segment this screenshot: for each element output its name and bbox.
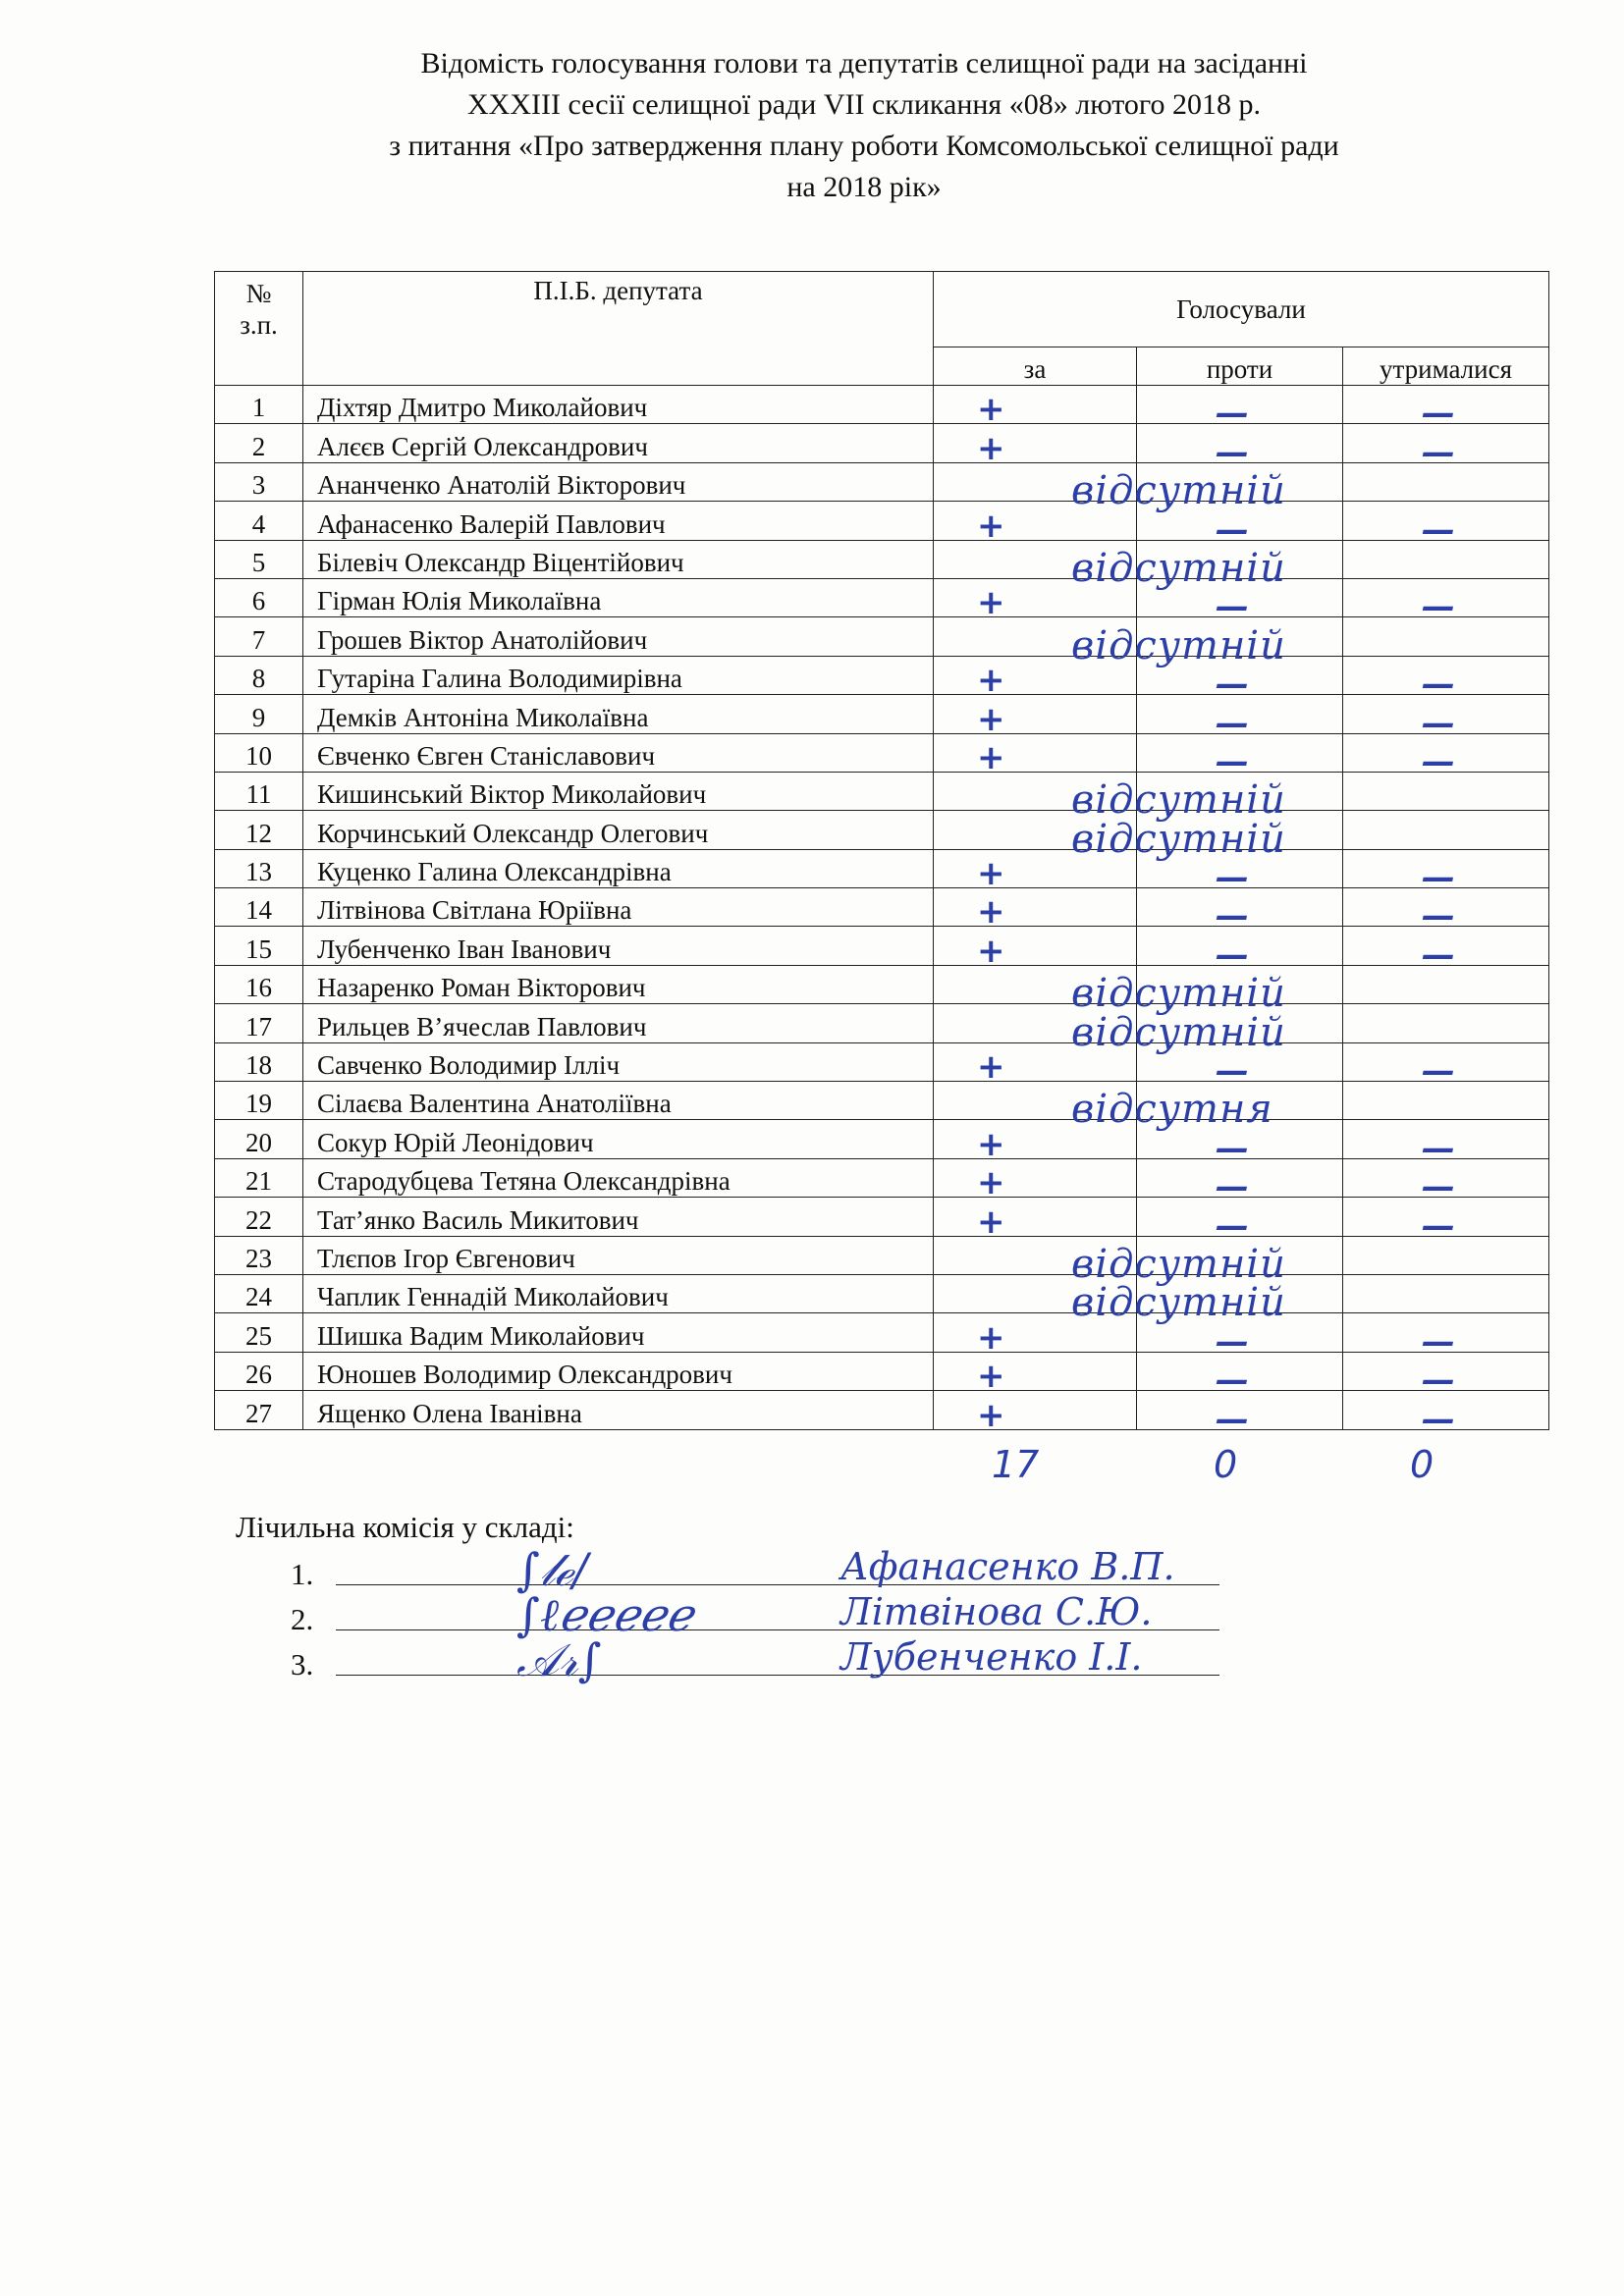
vote-dash-mark: — (1216, 587, 1249, 627)
vote-dash-mark: — (1216, 703, 1249, 743)
vote-plus-mark: + (977, 1047, 1005, 1088)
row-number: 2 (215, 424, 303, 462)
vote-for-cell (934, 462, 1286, 514)
vote-for-cell (934, 1236, 1286, 1287)
vote-for-cell (934, 1352, 1137, 1397)
vote-plus-mark: + (977, 1163, 1005, 1203)
vote-abstained-cell (1343, 578, 1549, 627)
absent-mark: відсутній (1071, 1009, 1286, 1055)
absent-mark: відсутній (1071, 1241, 1286, 1287)
vote-abstained-cell (1343, 540, 1549, 578)
header-name: П.І.Б. депутата (303, 272, 934, 386)
vote-dash-mark: — (1216, 741, 1249, 781)
vote-against-cell (1137, 1352, 1343, 1401)
vote-plus-mark: + (977, 737, 1005, 777)
commission-member (291, 1633, 1143, 1690)
table-row (215, 1042, 1549, 1081)
commission-label: Лічильна комісія у складі: (236, 1510, 574, 1544)
vote-abstained-cell (1343, 617, 1549, 656)
header-against: проти (1137, 347, 1343, 386)
vote-abstained-cell (1343, 888, 1549, 936)
deputy-name: Лубенченко Іван Іванович (303, 927, 934, 965)
vote-dash-mark: — (1422, 1321, 1455, 1362)
table-row (215, 578, 1549, 616)
deputy-name: Грошев Віктор Анатолійович (303, 617, 934, 656)
table-row (215, 1236, 1549, 1274)
vote-for-cell (934, 965, 1286, 1017)
deputy-name: Демків Антоніна Миколаївна (303, 695, 934, 733)
row-number: 5 (215, 540, 303, 578)
vote-dash-mark: — (1422, 858, 1455, 898)
deputy-name: Кишинський Віктор Миколайович (303, 772, 934, 810)
vote-dash-mark: — (1216, 1361, 1249, 1401)
member-name: Афанасенко В.П. (840, 1545, 1175, 1588)
vote-dash-mark: — (1422, 1361, 1455, 1401)
absent-mark: відсутній (1071, 545, 1286, 591)
vote-against-cell (1137, 888, 1343, 936)
table-row (215, 888, 1549, 927)
vote-dash-mark: — (1216, 394, 1249, 434)
vote-plus-mark: + (977, 931, 1005, 971)
deputy-name: Діхтяр Дмитро Миколайович (303, 386, 934, 424)
signature-mark: ∫𝓁ℯ∕ (516, 1543, 588, 1596)
vote-abstained-cell (1343, 811, 1549, 849)
vote-for-cell (934, 1158, 1137, 1203)
vote-against-cell (1137, 386, 1343, 434)
vote-for-cell (934, 617, 1286, 668)
vote-against-cell (1137, 1198, 1343, 1246)
deputy-name: Корчинський Олександр Олегович (303, 811, 934, 849)
commission-member (291, 1543, 1175, 1600)
table-row (215, 502, 1549, 540)
vote-plus-mark: + (977, 699, 1005, 739)
row-number: 23 (215, 1236, 303, 1274)
vote-against-cell (1137, 695, 1343, 743)
row-number: 26 (215, 1352, 303, 1390)
deputy-name: Савченко Володимир Ілліч (303, 1042, 934, 1081)
vote-plus-mark: + (977, 506, 1005, 546)
table-row (215, 540, 1549, 578)
vote-against-cell (1137, 1391, 1343, 1439)
row-number: 25 (215, 1313, 303, 1352)
vote-dash-mark: — (1216, 1167, 1249, 1207)
vote-against-cell (1137, 733, 1343, 781)
vote-against-cell (1137, 424, 1343, 472)
deputy-name: Афанасенко Валерій Павлович (303, 502, 934, 540)
table-row (215, 462, 1549, 501)
table-row (215, 617, 1549, 656)
row-number: 7 (215, 617, 303, 656)
deputy-name: Ананченко Анатолій Вікторович (303, 462, 934, 501)
table-row (215, 927, 1549, 965)
row-number: 12 (215, 811, 303, 849)
absent-mark: відсутній (1071, 971, 1286, 1017)
deputy-name: Гірман Юлія Миколаївна (303, 578, 934, 616)
vote-abstained-cell (1343, 502, 1549, 550)
absent-mark: відсутній (1071, 468, 1286, 514)
vote-dash-mark: — (1422, 587, 1455, 627)
deputy-name: Гутаріна Галина Володимирівна (303, 656, 934, 694)
vote-abstained-cell (1343, 733, 1549, 781)
vote-for-cell (934, 927, 1137, 971)
member-number: 3. (291, 1647, 314, 1682)
deputy-name: Тат’янко Василь Микитович (303, 1198, 934, 1236)
title-line-2: XXXIII сесії селищної ради VII скликання «08» лютого 2018 р. (466, 88, 1261, 121)
header-voted: Голосували (934, 272, 1549, 347)
table-row (215, 424, 1549, 462)
vote-plus-mark: + (977, 854, 1005, 894)
vote-for-cell (934, 811, 1286, 862)
deputy-name: Сокур Юрій Леонідович (303, 1120, 934, 1158)
absent-mark: відсутній (1071, 816, 1286, 862)
vote-dash-mark: — (1216, 432, 1249, 472)
vote-abstained-cell (1343, 1158, 1549, 1207)
header-number: № з.п. (215, 272, 303, 386)
deputy-name: Ященко Олена Іванівна (303, 1391, 934, 1429)
deputy-name: Шишка Вадим Миколайович (303, 1313, 934, 1352)
row-number: 21 (215, 1158, 303, 1197)
row-number: 13 (215, 849, 303, 887)
table-body (215, 386, 1549, 1439)
member-number: 1. (291, 1557, 314, 1591)
vote-abstained-cell (1343, 1082, 1549, 1120)
deputy-name: Юношев Володимир Олександрович (303, 1352, 934, 1390)
vote-abstained-cell (1343, 849, 1549, 898)
vote-dash-mark: — (1422, 394, 1455, 434)
absent-mark: відсутній (1071, 622, 1286, 668)
title-line-4: на 2018 рік» (786, 171, 942, 203)
table-row (215, 772, 1549, 810)
deputy-name: Білевіч Олександр Віцентійович (303, 540, 934, 578)
row-number: 3 (215, 462, 303, 501)
vote-dash-mark: — (1216, 1205, 1249, 1246)
row-number: 6 (215, 578, 303, 616)
deputy-name: Євченко Євген Станіславович (303, 733, 934, 772)
deputy-name: Рильцев В’ячеслав Павлович (303, 1004, 934, 1042)
vote-for-cell (934, 1391, 1137, 1435)
vote-dash-mark: — (1216, 1051, 1249, 1092)
vote-dash-mark: — (1422, 1399, 1455, 1439)
commission-member (291, 1588, 1153, 1645)
row-number: 24 (215, 1274, 303, 1312)
table-row (215, 1313, 1549, 1352)
vote-dash-mark: — (1216, 934, 1249, 975)
vote-abstained-cell (1343, 1004, 1549, 1042)
vote-abstained-cell (1343, 1198, 1549, 1246)
vote-abstained-cell (1343, 927, 1549, 975)
vote-plus-mark: + (977, 892, 1005, 933)
vote-dash-mark: — (1422, 1205, 1455, 1246)
vote-for-cell (934, 386, 1137, 430)
vote-for-cell (934, 1082, 1273, 1133)
absent-mark: відсутня (1071, 1087, 1273, 1133)
vote-for-cell (934, 1004, 1286, 1055)
vote-dash-mark: — (1422, 509, 1455, 550)
row-number: 14 (215, 888, 303, 927)
row-number: 19 (215, 1082, 303, 1120)
vote-abstained-cell (1343, 1120, 1549, 1168)
row-number: 9 (215, 695, 303, 733)
vote-plus-mark: + (977, 390, 1005, 430)
vote-plus-mark: + (977, 1317, 1005, 1358)
member-name: Лубенченко І.І. (840, 1635, 1143, 1679)
vote-against-cell (1137, 927, 1343, 975)
row-number: 15 (215, 927, 303, 965)
vote-for-cell (934, 1274, 1286, 1326)
vote-dash-mark: — (1422, 1128, 1455, 1168)
vote-plus-mark: + (977, 428, 1005, 468)
table-row (215, 1352, 1549, 1390)
title-line-3: з питання «Про затвердження плану роботи Комсомольської селищної ради (389, 130, 1339, 162)
table-row (215, 1158, 1549, 1197)
vote-abstained-cell (1343, 965, 1549, 1003)
deputy-name: Назаренко Роман Вікторович (303, 965, 934, 1003)
deputy-name: Стародубцева Тетяна Олександрівна (303, 1158, 934, 1197)
vote-dash-mark: — (1216, 1399, 1249, 1439)
member-number: 2. (291, 1602, 314, 1636)
table-row (215, 733, 1549, 772)
vote-dash-mark: — (1216, 1128, 1249, 1168)
vote-for-cell (934, 540, 1286, 591)
vote-abstained-cell (1343, 1313, 1549, 1362)
vote-dash-mark: — (1216, 1321, 1249, 1362)
table-row (215, 695, 1549, 733)
title-line-1: Відомість голосування голови та депутатів селищної ради на засіданні (420, 47, 1308, 80)
total-for: 17 (992, 1443, 1040, 1486)
vote-plus-mark: + (977, 661, 1005, 701)
vote-plus-mark: + (977, 1124, 1005, 1164)
row-number: 27 (215, 1391, 303, 1429)
vote-dash-mark: — (1422, 703, 1455, 743)
row-number: 16 (215, 965, 303, 1003)
row-number: 1 (215, 386, 303, 424)
vote-plus-mark: + (977, 1357, 1005, 1397)
vote-abstained-cell (1343, 1042, 1549, 1092)
vote-dash-mark: — (1216, 896, 1249, 936)
vote-for-cell (934, 1198, 1137, 1242)
table-row (215, 965, 1549, 1003)
vote-for-cell (934, 695, 1137, 739)
row-number: 10 (215, 733, 303, 772)
table-row (215, 1391, 1549, 1429)
vote-dash-mark: — (1422, 741, 1455, 781)
vote-dash-mark: — (1422, 665, 1455, 705)
row-number: 8 (215, 656, 303, 694)
vote-dash-mark: — (1422, 934, 1455, 975)
signature-mark: 𝒜𝓇∫ (516, 1633, 602, 1686)
vote-dash-mark: — (1216, 858, 1249, 898)
vote-dash-mark: — (1422, 432, 1455, 472)
vote-abstained-cell (1343, 1352, 1549, 1401)
table-row (215, 656, 1549, 694)
table-row (215, 1274, 1549, 1312)
vote-dash-mark: — (1216, 665, 1249, 705)
vote-dash-mark: — (1422, 1051, 1455, 1092)
vote-dash-mark: — (1422, 1167, 1455, 1207)
vote-abstained-cell (1343, 462, 1549, 501)
deputy-name: Алєєв Сергій Олександрович (303, 424, 934, 462)
vote-plus-mark: + (977, 583, 1005, 623)
vote-abstained-cell (1343, 1391, 1549, 1439)
absent-mark: відсутній (1071, 1280, 1286, 1326)
member-name: Літвінова С.Ю. (840, 1590, 1153, 1633)
vote-abstained-cell (1343, 656, 1549, 705)
row-number: 17 (215, 1004, 303, 1042)
table-row (215, 1120, 1549, 1158)
document-title (255, 43, 1473, 208)
row-number: 22 (215, 1198, 303, 1236)
deputy-name: Тлєпов Ігор Євгенович (303, 1236, 934, 1274)
row-number: 4 (215, 502, 303, 540)
vote-abstained-cell (1343, 772, 1549, 810)
total-abstained: 0 (1410, 1443, 1435, 1486)
table-row (215, 386, 1549, 424)
table-row (215, 1082, 1549, 1120)
vote-abstained-cell (1343, 1274, 1549, 1312)
deputy-name: Сілаєва Валентина Анатоліївна (303, 1082, 934, 1120)
signature-mark: ∫ℓℯℯℯℯℯ (516, 1588, 693, 1641)
deputy-name: Літвінова Світлана Юріївна (303, 888, 934, 927)
deputy-name: Чаплик Геннадій Миколайович (303, 1274, 934, 1312)
voting-table (214, 271, 1549, 1439)
table-row (215, 811, 1549, 849)
row-number: 20 (215, 1120, 303, 1158)
vote-plus-mark: + (977, 1395, 1005, 1435)
deputy-name: Куценко Галина Олександрівна (303, 849, 934, 887)
table-row (215, 1004, 1549, 1042)
total-against: 0 (1214, 1443, 1238, 1486)
vote-for-cell (934, 424, 1137, 468)
header-for: за (934, 347, 1137, 386)
vote-for-cell (934, 772, 1286, 824)
vote-for-cell (934, 733, 1137, 777)
row-number: 18 (215, 1042, 303, 1081)
table-row (215, 1198, 1549, 1236)
vote-abstained-cell (1343, 424, 1549, 472)
vote-plus-mark: + (977, 1201, 1005, 1242)
table-row (215, 849, 1549, 887)
header-abstained: утрималися (1343, 347, 1549, 386)
vote-for-cell (934, 888, 1137, 933)
vote-abstained-cell (1343, 386, 1549, 434)
vote-abstained-cell (1343, 695, 1549, 743)
vote-dash-mark: — (1422, 896, 1455, 936)
vote-dash-mark: — (1216, 509, 1249, 550)
row-number: 11 (215, 772, 303, 810)
absent-mark: відсутній (1071, 777, 1286, 824)
vote-totals (0, 1443, 1624, 1492)
vote-against-cell (1137, 1158, 1343, 1207)
vote-abstained-cell (1343, 1236, 1549, 1274)
